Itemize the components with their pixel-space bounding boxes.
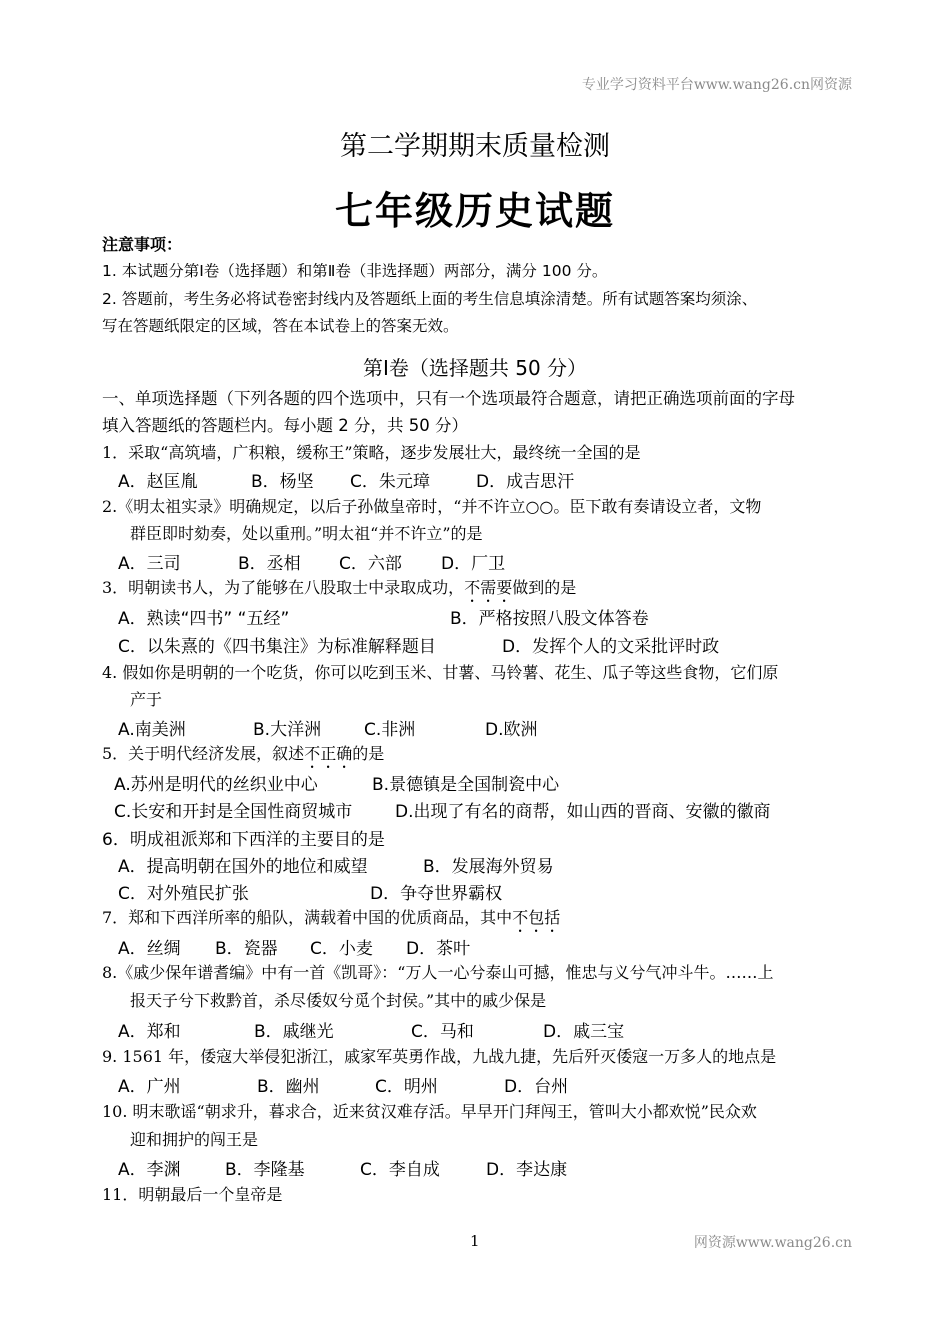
note-2-line-2: 写在答题纸限定的区域，答在本试卷上的答案无效。: [102, 317, 459, 335]
question-3-options-row-2: [118, 632, 719, 657]
q3-option-b: B．严格按照八股文体答卷: [450, 609, 649, 629]
question-1-stem: 1．采取“高筑墙，广积粮，缓称王”策略，逐步发展壮大，最终统一全国的是: [102, 443, 641, 462]
question-10-line-2: 迎和拥护的闯王是: [130, 1130, 259, 1149]
question-2-line-2: 群臣即时劾奏，处以重刑。”明太祖“并不许立”的是: [130, 524, 483, 543]
q5-emphasis: 不正确: [304, 744, 353, 763]
header-watermark: 专业学习资料平台www.wang26.cn网资源: [581, 77, 852, 93]
q4-option-a: A.南美洲: [118, 720, 186, 740]
question-11-stem: 11．明朝最后一个皇帝是: [102, 1185, 283, 1204]
q9-option-a: A．广州: [118, 1077, 181, 1097]
q4-option-b: B.大洋洲: [253, 720, 322, 740]
q4-option-c: C.非洲: [364, 720, 416, 740]
q7-option-a: A．丝绸: [118, 939, 181, 959]
q3-stem-text: 3．明朝读书人，为了能够在八股取士中录取成功，: [102, 578, 465, 597]
q7-stem-text: 7．郑和下西洋所率的船队，满载着中国的优质商品，其中: [102, 908, 513, 927]
q9-option-c: C．明州: [375, 1077, 438, 1097]
q7-option-d: D．茶叶: [406, 939, 471, 959]
q5-option-d: D.出现了有名的商帮，如山西的晋商、安徽的徽商: [395, 802, 771, 822]
q9-option-b: B．幽州: [257, 1077, 320, 1097]
q5-option-b: B.景德镇是全国制瓷中心: [372, 775, 560, 795]
q1-option-c: C．朱元璋: [350, 472, 430, 492]
q1-option-d: D．成吉思汗: [476, 472, 575, 492]
question-4-line-1: 4. 假如你是明朝的一个吃货，你可以吃到玉米、甘薯、马铃薯、花生、瓜子等这些食物，它们原: [102, 663, 779, 682]
q8-option-a: A．郑和: [118, 1022, 181, 1042]
q7-option-c: C．小麦: [310, 939, 373, 959]
q5-option-c: C.长安和开封是全国性商贸城市: [114, 802, 353, 822]
question-9-stem: 9. 1561 年，倭寇大举侵犯浙江，戚家军英勇作战，九战九捷，先后歼灭倭寇一万多人的地点是: [102, 1047, 777, 1066]
notes-heading: 注意事项：: [102, 235, 183, 254]
question-8-line-1: 8.《戚少保年谱耆编》中有一首《凯哥》：“万人一心兮泰山可撼，惟忠与义兮气冲斗牛。……上: [102, 963, 774, 982]
q5-option-a: A.苏州是明代的丝织业中心: [114, 775, 318, 795]
question-4-options: [118, 715, 538, 740]
q10-option-a: A．李渊: [118, 1160, 181, 1180]
question-3-options-row-1: [118, 604, 649, 629]
question-10-line-1: 10. 明末歌谣“朝求升，暮求合，近来贫汉难存活。早早开门拜闯王，管叫大小都欢悦”民众欢: [102, 1102, 757, 1121]
question-7-stem: [102, 905, 560, 936]
question-6-options-row-1: [118, 852, 554, 877]
footer-watermark: 网资源www.wang26.cn: [693, 1235, 852, 1251]
q6-option-c: C．对外殖民扩张: [118, 884, 249, 904]
exam-title: 七年级历史试题: [334, 188, 615, 233]
q6-option-d: D．争夺世界霸权: [370, 884, 503, 904]
q9-option-d: D．台州: [504, 1077, 569, 1097]
q5-stem-text: 5．关于明代经济发展，叙述: [102, 744, 305, 763]
q3-stem-tail: 做到的是: [512, 578, 577, 597]
q3-emphasis: 不需要: [464, 578, 513, 597]
q10-option-b: B．李隆基: [225, 1160, 305, 1180]
q10-option-d: D．李达康: [486, 1160, 568, 1180]
q5-stem-tail: 的是: [352, 744, 385, 763]
question-2-options: [118, 549, 505, 574]
question-3-stem: [102, 575, 576, 606]
q2-option-c: C．六部: [339, 554, 402, 574]
q6-option-b: B．发展海外贸易: [423, 857, 554, 877]
note-1: 1. 本试题分第Ⅰ卷（选择题）和第Ⅱ卷（非选择题）两部分，满分 100 分。: [102, 262, 608, 280]
question-2-line-1: 2.《明太祖实录》明确规定，以后子孙做皇帝时，“并不许立○○。臣下敢有奏请设立者，文物: [102, 497, 762, 516]
q10-option-c: C．李自成: [360, 1160, 440, 1180]
q2-option-b: B．丞相: [238, 554, 301, 574]
instructions-line-2: 填入答题纸的答题栏内。每小题 2 分，共 50 分）: [102, 416, 468, 435]
q3-option-d: D．发挥个人的文采批评时政: [502, 637, 720, 657]
q8-option-d: D．戚三宝: [543, 1022, 625, 1042]
question-10-options: [118, 1155, 567, 1180]
question-1-options: [118, 467, 574, 492]
q1-option-b: B．杨坚: [251, 472, 314, 492]
question-5-options-row-2: [114, 797, 771, 822]
question-7-options: [118, 934, 470, 959]
q7-option-b: B．瓷器: [215, 939, 278, 959]
question-6-stem: 6．明成祖派郑和下西洋的主要目的是: [102, 830, 385, 850]
q2-option-a: A．三司: [118, 554, 181, 574]
q1-option-a: A．赵匡胤: [118, 472, 198, 492]
question-4-line-2: 产于: [130, 690, 163, 709]
question-5-options-row-1: [114, 770, 559, 795]
question-9-options: [118, 1072, 568, 1097]
q8-option-c: C．马和: [411, 1022, 474, 1042]
question-8-options: [118, 1017, 624, 1042]
q3-option-a: A．熟读“四书” “五经”: [118, 609, 290, 629]
q4-option-d: D.欧洲: [485, 720, 538, 740]
q3-option-c: C．以朱熹的《四书集注》为标准解释题目: [118, 637, 436, 657]
question-5-stem: [102, 741, 384, 772]
page-number: 1: [470, 1232, 480, 1250]
instructions-line-1: 一、单项选择题（下列各题的四个选项中，只有一个选项最符合题意，请把正确选项前面的字母: [102, 389, 795, 408]
q2-option-d: D．厂卫: [441, 554, 506, 574]
note-2-line-1: 2. 答题前，考生务必将试卷密封线内及答题纸上面的考生信息填涂清楚。所有试题答案均须涂、: [102, 290, 758, 308]
q8-option-b: B．戚继光: [254, 1022, 334, 1042]
q7-emphasis: 不包括: [512, 908, 561, 927]
question-6-options-row-2: [118, 879, 502, 904]
section-title: 第Ⅰ卷（选择题共 50 分）: [362, 356, 588, 380]
q6-option-a: A．提高明朝在国外的地位和威望: [118, 857, 368, 877]
question-8-line-2: 报天子兮下救黔首，杀尽倭奴兮觅个封侯。”其中的戚少保是: [130, 991, 547, 1010]
exam-subtitle: 第二学期期末质量检测: [340, 131, 610, 162]
